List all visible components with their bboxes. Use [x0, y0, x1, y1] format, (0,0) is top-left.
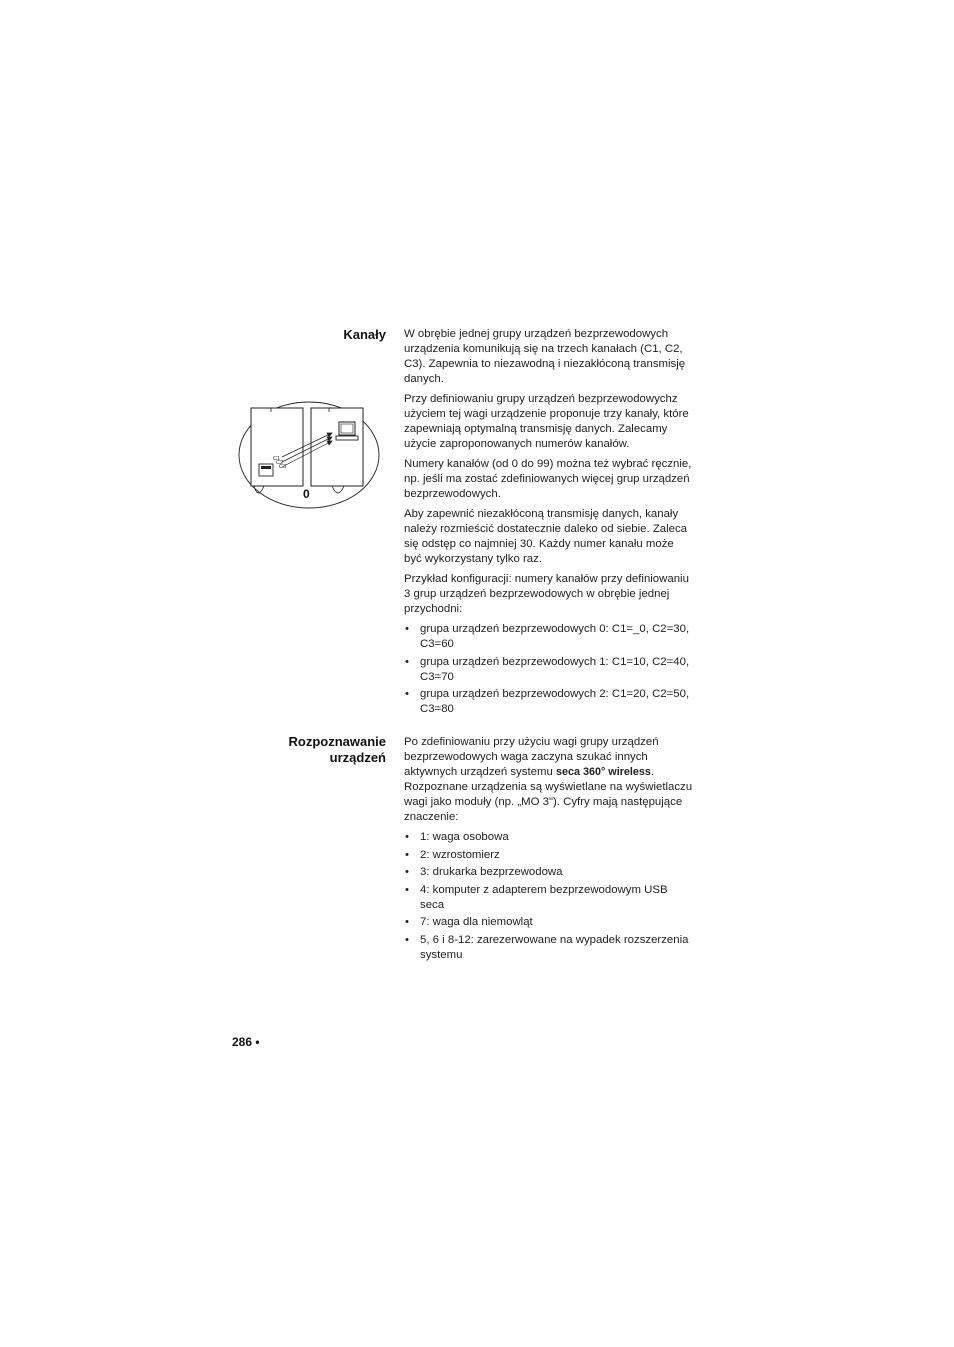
- bullet-icon: •: [405, 688, 409, 700]
- list-item-text: grupa urządzeń bezprzewodowych 1: C1=10, C2=40, C3=70: [420, 655, 690, 683]
- paragraph: Przy definiowaniu grupy urządzeń bezprzewodowychz użyciem tej wagi urządzenie proponuje trzy kanały, które zapewniają optymalną transmisję danych. Zalecamy użycie zaproponowanych numerów kanałów.: [404, 393, 689, 450]
- channel-label: C2: [276, 460, 284, 466]
- list-item-text: 7: waga dla niemowląt: [420, 916, 533, 928]
- list-item-text: 4: komputer z adapterem bezprzewodowym USB seca: [420, 883, 668, 911]
- paragraph: [404, 735, 694, 825]
- bullet-icon: •: [405, 883, 409, 896]
- list-item-text: 2: wzrostomierz: [420, 848, 500, 861]
- room-right: [311, 408, 363, 486]
- paragraph: W obrębie jednej grupy urządzeń bezprzewodowych urządzenia komunikują się na trzech kanałach (C1, C2, C3). Zapewnia to niezawodną i niezakłóconą transmisję danych.: [404, 328, 686, 385]
- bullet-icon: •: [405, 933, 409, 946]
- list-item: [404, 830, 694, 845]
- list-item: [404, 933, 694, 963]
- paragraph: Aby zapewnić niezakłóconą transmisję danych, kanały należy rozmieścić dostatecznie daleko od siebie. Zaleca się odstęp co najmniej 30. Każdy numer kanału może być wykorzystany tylko raz.: [404, 508, 688, 565]
- bullet-icon: •: [405, 866, 409, 878]
- scale-icon: [259, 464, 273, 476]
- list-item: [404, 865, 694, 880]
- group-number-label: 0: [303, 487, 310, 501]
- heading-text: Kanały: [343, 327, 386, 342]
- list-item: [404, 848, 694, 863]
- paragraph: Przykład konfiguracji: numery kanałów przy definiowaniu 3 grup urządzeń bezprzewodowych w obrębie jednej przychodni:: [404, 573, 689, 615]
- list-item: [404, 687, 694, 717]
- list-item: [404, 655, 694, 685]
- channel-label: C3: [279, 464, 287, 470]
- channel-config-list: [404, 622, 694, 717]
- module-list: [404, 830, 694, 963]
- list-item-text: grupa urządzeń bezprzewodowych 2: C1=20, C2=50, C3=80: [420, 688, 690, 715]
- heading-line: Rozpoznawanie: [288, 734, 386, 749]
- list-item-text: grupa urządzeń bezprzewodowych 0: C1=_0, C2=30, C3=60: [420, 623, 690, 650]
- channel-label: C1: [273, 456, 281, 462]
- list-item-text: 3: drukarka bezprzewodowa: [420, 866, 563, 878]
- wireless-channels-diagram: [236, 400, 382, 510]
- bullet-icon: •: [405, 831, 409, 843]
- intro-text: . Rozpoznane urządzenia są wyświetlane na wyświetlaczu wagi jako moduły (np. „MO 3"). Cyfry mają następujące znaczenie:: [404, 766, 693, 823]
- list-item: [404, 883, 694, 913]
- list-item-text: 5, 6 i 8-12: zarezerwowane na wypadek rozszerzenia systemu: [420, 933, 689, 961]
- bullet-icon: •: [405, 848, 409, 861]
- bullet-icon: •: [405, 623, 409, 635]
- section-heading-kanaly: [226, 327, 386, 343]
- list-item: [404, 915, 694, 930]
- computer-icon: [336, 422, 358, 440]
- door-swing-right: [332, 486, 344, 493]
- product-name: seca 360° wireless: [555, 766, 651, 778]
- list-item-text: 1: waga osobowa: [420, 831, 509, 843]
- paragraph: Numery kanałów (od 0 do 99) można też wybrać ręcznie, np. jeśli ma zostać zdefiniowanych więcej grup urządzeń bezprzewodowych.: [404, 458, 692, 500]
- section-heading-rozpoznawanie: [226, 734, 386, 766]
- bullet-icon: •: [405, 916, 409, 928]
- rozpoznawanie-body: [404, 735, 694, 965]
- heading-line: urządzeń: [329, 750, 386, 765]
- kanaly-body: [404, 327, 694, 720]
- list-item: [404, 622, 694, 652]
- intro-text: Po zdefiniowaniu przy użyciu wagi grupy urządzeń bezprzewodowych waga zaczyna szukać innych aktywnych urządzeń systemu: [404, 736, 659, 778]
- bullet-icon: •: [405, 655, 409, 668]
- page-number: 286 •: [232, 1035, 260, 1049]
